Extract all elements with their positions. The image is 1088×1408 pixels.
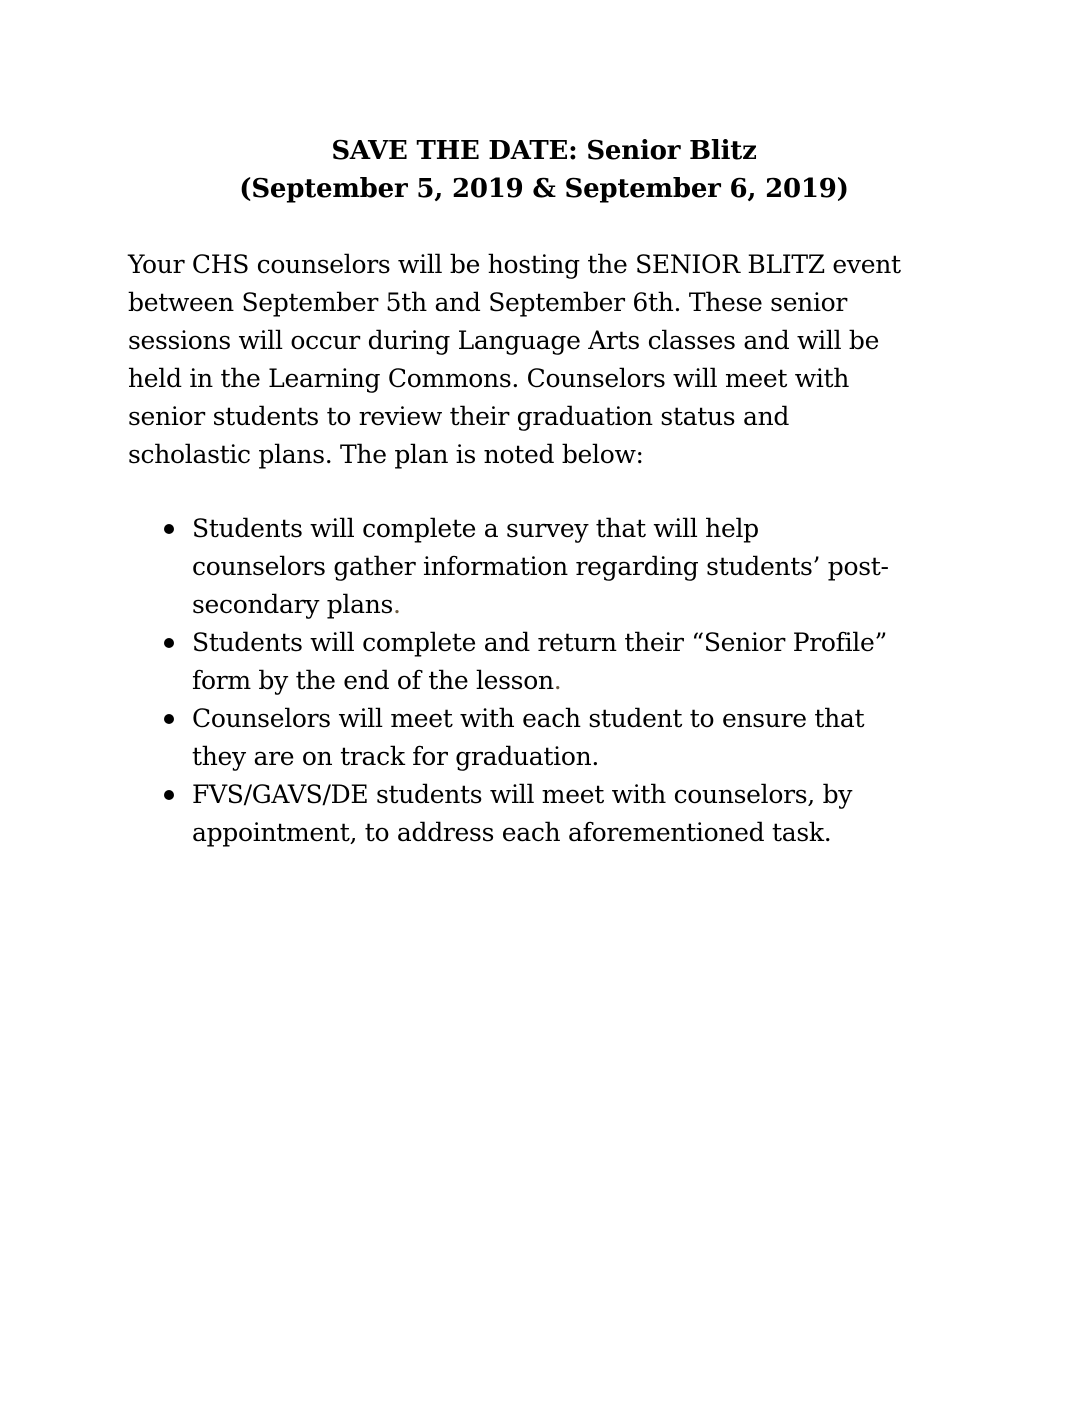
intro-line: Your CHS counselors will be hosting the SENIOR BLITZ event [128, 250, 901, 279]
trailing-period: . [553, 666, 562, 695]
intro-line: between September 5th and September 6th. These senior [128, 288, 848, 317]
plan-item-line: appointment, to address each aforementioned task. [192, 818, 832, 847]
plan-item-line: Counselors will meet with each student to ensure that [192, 704, 865, 733]
plan-item-counselor-meeting [128, 700, 968, 776]
intro-line: held in the Learning Commons. Counselors will meet with [128, 364, 850, 393]
intro-paragraph [128, 246, 968, 474]
intro-line: senior students to review their graduation status and [128, 402, 790, 431]
plan-item-text: form by the end of the lesson [192, 666, 554, 695]
plan-item-survey [128, 510, 968, 624]
event-dates: (September 5, 2019 & September 6, 2019) [239, 174, 849, 204]
title-block [0, 132, 1088, 208]
plan-item-line [192, 586, 968, 624]
plan-item-line: Students will complete and return their “Senior Profile” [192, 628, 887, 657]
plan-list [128, 510, 968, 852]
trailing-period: . [393, 590, 401, 619]
plan-item-line: FVS/GAVS/DE students will meet with counselors, by [192, 780, 853, 809]
plan-item-line [192, 662, 968, 700]
plan-item-line: Students will complete a survey that will help [192, 514, 759, 543]
intro-line: sessions will occur during Language Arts classes and will be [128, 326, 880, 355]
page-title: SAVE THE DATE: Senior Blitz [331, 136, 757, 166]
plan-item-fvs-gavs-de [128, 776, 968, 852]
plan-item-text: secondary plans [192, 590, 394, 619]
plan-item-senior-profile [128, 624, 968, 700]
bullet-icon [164, 638, 174, 648]
intro-line: scholastic plans. The plan is noted below: [128, 440, 644, 469]
bullet-icon [164, 714, 174, 724]
plan-item-line: counselors gather information regarding students’ post- [192, 552, 889, 581]
plan-item-line: they are on track for graduation. [192, 742, 600, 771]
bullet-icon [164, 524, 174, 534]
bullet-icon [164, 790, 174, 800]
